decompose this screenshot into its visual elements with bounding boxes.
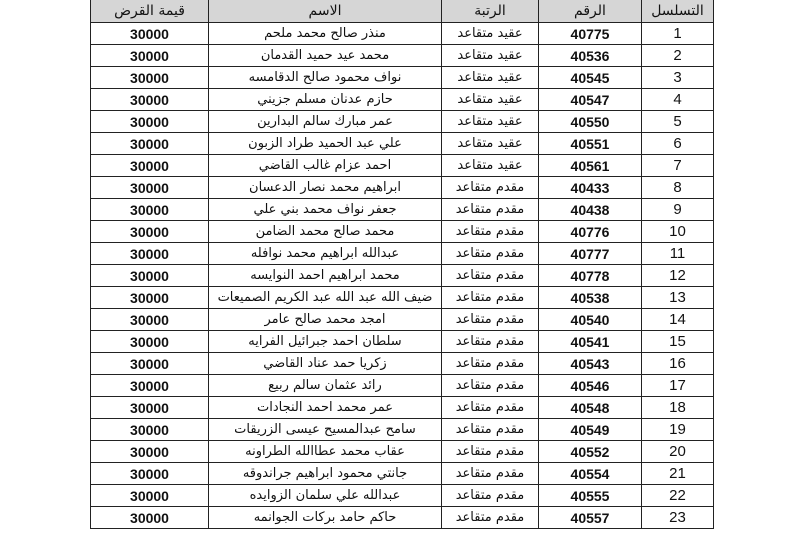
cell-loan: 30000 xyxy=(91,221,209,243)
cell-number: 40561 xyxy=(539,155,642,177)
cell-number: 40549 xyxy=(539,419,642,441)
cell-rank: مقدم متقاعد xyxy=(442,507,539,529)
cell-number: 40778 xyxy=(539,265,642,287)
cell-rank: مقدم متقاعد xyxy=(442,287,539,309)
cell-loan: 30000 xyxy=(91,23,209,45)
cell-loan: 30000 xyxy=(91,397,209,419)
cell-rank: مقدم متقاعد xyxy=(442,331,539,353)
cell-seq: 7 xyxy=(642,155,714,177)
cell-seq: 11 xyxy=(642,243,714,265)
cell-name: منذر صالح محمد ملحم xyxy=(209,23,442,45)
cell-seq: 2 xyxy=(642,45,714,67)
table-row xyxy=(91,507,714,529)
cell-number: 40552 xyxy=(539,441,642,463)
cell-rank: مقدم متقاعد xyxy=(442,309,539,331)
cell-number: 40557 xyxy=(539,507,642,529)
cell-loan: 30000 xyxy=(91,265,209,287)
cell-seq: 14 xyxy=(642,309,714,331)
cell-name: جانتي محمود ابراهيم جراندوقه xyxy=(209,463,442,485)
cell-rank: مقدم متقاعد xyxy=(442,485,539,507)
cell-number: 40536 xyxy=(539,45,642,67)
cell-loan: 30000 xyxy=(91,353,209,375)
cell-number: 40438 xyxy=(539,199,642,221)
cell-loan: 30000 xyxy=(91,89,209,111)
cell-number: 40546 xyxy=(539,375,642,397)
cell-seq: 5 xyxy=(642,111,714,133)
table-row xyxy=(91,287,714,309)
cell-name: سلطان احمد جبرائيل الفرايه xyxy=(209,331,442,353)
cell-rank: عقيد متقاعد xyxy=(442,111,539,133)
table-row xyxy=(91,133,714,155)
cell-number: 40433 xyxy=(539,177,642,199)
header-name: الاسم xyxy=(209,0,442,23)
cell-rank: مقدم متقاعد xyxy=(442,221,539,243)
cell-name: محمد صالح محمد الضامن xyxy=(209,221,442,243)
table-row xyxy=(91,221,714,243)
cell-seq: 13 xyxy=(642,287,714,309)
loans-table xyxy=(90,0,714,529)
cell-seq: 12 xyxy=(642,265,714,287)
cell-name: عمر محمد احمد النجادات xyxy=(209,397,442,419)
cell-rank: مقدم متقاعد xyxy=(442,397,539,419)
cell-loan: 30000 xyxy=(91,331,209,353)
cell-rank: عقيد متقاعد xyxy=(442,89,539,111)
cell-loan: 30000 xyxy=(91,177,209,199)
cell-rank: عقيد متقاعد xyxy=(442,23,539,45)
cell-rank: مقدم متقاعد xyxy=(442,199,539,221)
cell-loan: 30000 xyxy=(91,507,209,529)
cell-number: 40541 xyxy=(539,331,642,353)
cell-loan: 30000 xyxy=(91,133,209,155)
cell-seq: 18 xyxy=(642,397,714,419)
cell-number: 40554 xyxy=(539,463,642,485)
cell-rank: مقدم متقاعد xyxy=(442,265,539,287)
cell-name: عمر مبارك سالم البدارين xyxy=(209,111,442,133)
cell-rank: مقدم متقاعد xyxy=(442,177,539,199)
cell-number: 40548 xyxy=(539,397,642,419)
cell-seq: 22 xyxy=(642,485,714,507)
cell-loan: 30000 xyxy=(91,243,209,265)
cell-rank: مقدم متقاعد xyxy=(442,353,539,375)
table-row xyxy=(91,177,714,199)
table-row xyxy=(91,375,714,397)
cell-rank: مقدم متقاعد xyxy=(442,375,539,397)
cell-seq: 6 xyxy=(642,133,714,155)
header-seq: التسلسل xyxy=(642,0,714,23)
table-row xyxy=(91,485,714,507)
cell-number: 40547 xyxy=(539,89,642,111)
cell-seq: 15 xyxy=(642,331,714,353)
cell-loan: 30000 xyxy=(91,67,209,89)
cell-loan: 30000 xyxy=(91,111,209,133)
cell-seq: 16 xyxy=(642,353,714,375)
cell-rank: مقدم متقاعد xyxy=(442,243,539,265)
cell-loan: 30000 xyxy=(91,199,209,221)
table-row xyxy=(91,265,714,287)
cell-seq: 20 xyxy=(642,441,714,463)
cell-loan: 30000 xyxy=(91,309,209,331)
cell-seq: 9 xyxy=(642,199,714,221)
cell-seq: 8 xyxy=(642,177,714,199)
table-row xyxy=(91,419,714,441)
cell-name: عبدالله علي سلمان الزوايده xyxy=(209,485,442,507)
cell-number: 40540 xyxy=(539,309,642,331)
table-row xyxy=(91,463,714,485)
cell-name: عقاب محمد عطاالله الطراونه xyxy=(209,441,442,463)
table-row xyxy=(91,397,714,419)
cell-number: 40550 xyxy=(539,111,642,133)
cell-loan: 30000 xyxy=(91,375,209,397)
table-row xyxy=(91,111,714,133)
cell-number: 40777 xyxy=(539,243,642,265)
table-row xyxy=(91,243,714,265)
header-number: الرقم xyxy=(539,0,642,23)
table-row xyxy=(91,23,714,45)
cell-name: محمد عيد حميد القدمان xyxy=(209,45,442,67)
cell-name: عبدالله ابراهيم محمد نوافله xyxy=(209,243,442,265)
cell-name: جعفر نواف محمد بني علي xyxy=(209,199,442,221)
cell-seq: 17 xyxy=(642,375,714,397)
cell-rank: عقيد متقاعد xyxy=(442,45,539,67)
cell-name: ابراهيم محمد نصار الدعسان xyxy=(209,177,442,199)
cell-rank: عقيد متقاعد xyxy=(442,155,539,177)
cell-seq: 23 xyxy=(642,507,714,529)
table-row xyxy=(91,199,714,221)
table-row xyxy=(91,441,714,463)
cell-name: حاكم حامد بركات الجوانمه xyxy=(209,507,442,529)
cell-rank: عقيد متقاعد xyxy=(442,133,539,155)
table-row xyxy=(91,353,714,375)
cell-number: 40555 xyxy=(539,485,642,507)
header-rank: الرتبة xyxy=(442,0,539,23)
cell-number: 40538 xyxy=(539,287,642,309)
cell-seq: 1 xyxy=(642,23,714,45)
cell-name: ضيف الله عبد الله عبد الكريم الصميعات xyxy=(209,287,442,309)
cell-name: حازم عدنان مسلم جزيني xyxy=(209,89,442,111)
cell-seq: 19 xyxy=(642,419,714,441)
cell-rank: مقدم متقاعد xyxy=(442,463,539,485)
cell-name: نواف محمود صالح الدقامسه xyxy=(209,67,442,89)
cell-loan: 30000 xyxy=(91,463,209,485)
cell-number: 40545 xyxy=(539,67,642,89)
cell-name: زكريا حمد عناد القاضي xyxy=(209,353,442,375)
table-row xyxy=(91,89,714,111)
cell-loan: 30000 xyxy=(91,419,209,441)
table-row xyxy=(91,155,714,177)
header-loan: قيمة القرض xyxy=(91,0,209,23)
cell-seq: 10 xyxy=(642,221,714,243)
table-row xyxy=(91,309,714,331)
header-row xyxy=(91,0,714,23)
cell-seq: 3 xyxy=(642,67,714,89)
table-row xyxy=(91,331,714,353)
cell-number: 40543 xyxy=(539,353,642,375)
table-row xyxy=(91,45,714,67)
cell-loan: 30000 xyxy=(91,441,209,463)
cell-number: 40775 xyxy=(539,23,642,45)
cell-name: امجد محمد صالح عامر xyxy=(209,309,442,331)
cell-number: 40776 xyxy=(539,221,642,243)
cell-number: 40551 xyxy=(539,133,642,155)
cell-loan: 30000 xyxy=(91,155,209,177)
cell-name: علي عبد الحميد طراد الزبون xyxy=(209,133,442,155)
cell-name: احمد عزام غالب القاضي xyxy=(209,155,442,177)
cell-name: رائد عثمان سالم ربيع xyxy=(209,375,442,397)
cell-loan: 30000 xyxy=(91,485,209,507)
cell-seq: 21 xyxy=(642,463,714,485)
cell-name: سامح عبدالمسيح عيسى الزريقات xyxy=(209,419,442,441)
cell-rank: عقيد متقاعد xyxy=(442,67,539,89)
table-row xyxy=(91,67,714,89)
cell-name: محمد ابراهيم احمد النوايسه xyxy=(209,265,442,287)
cell-loan: 30000 xyxy=(91,287,209,309)
cell-rank: مقدم متقاعد xyxy=(442,441,539,463)
cell-loan: 30000 xyxy=(91,45,209,67)
cell-rank: مقدم متقاعد xyxy=(442,419,539,441)
cell-seq: 4 xyxy=(642,89,714,111)
